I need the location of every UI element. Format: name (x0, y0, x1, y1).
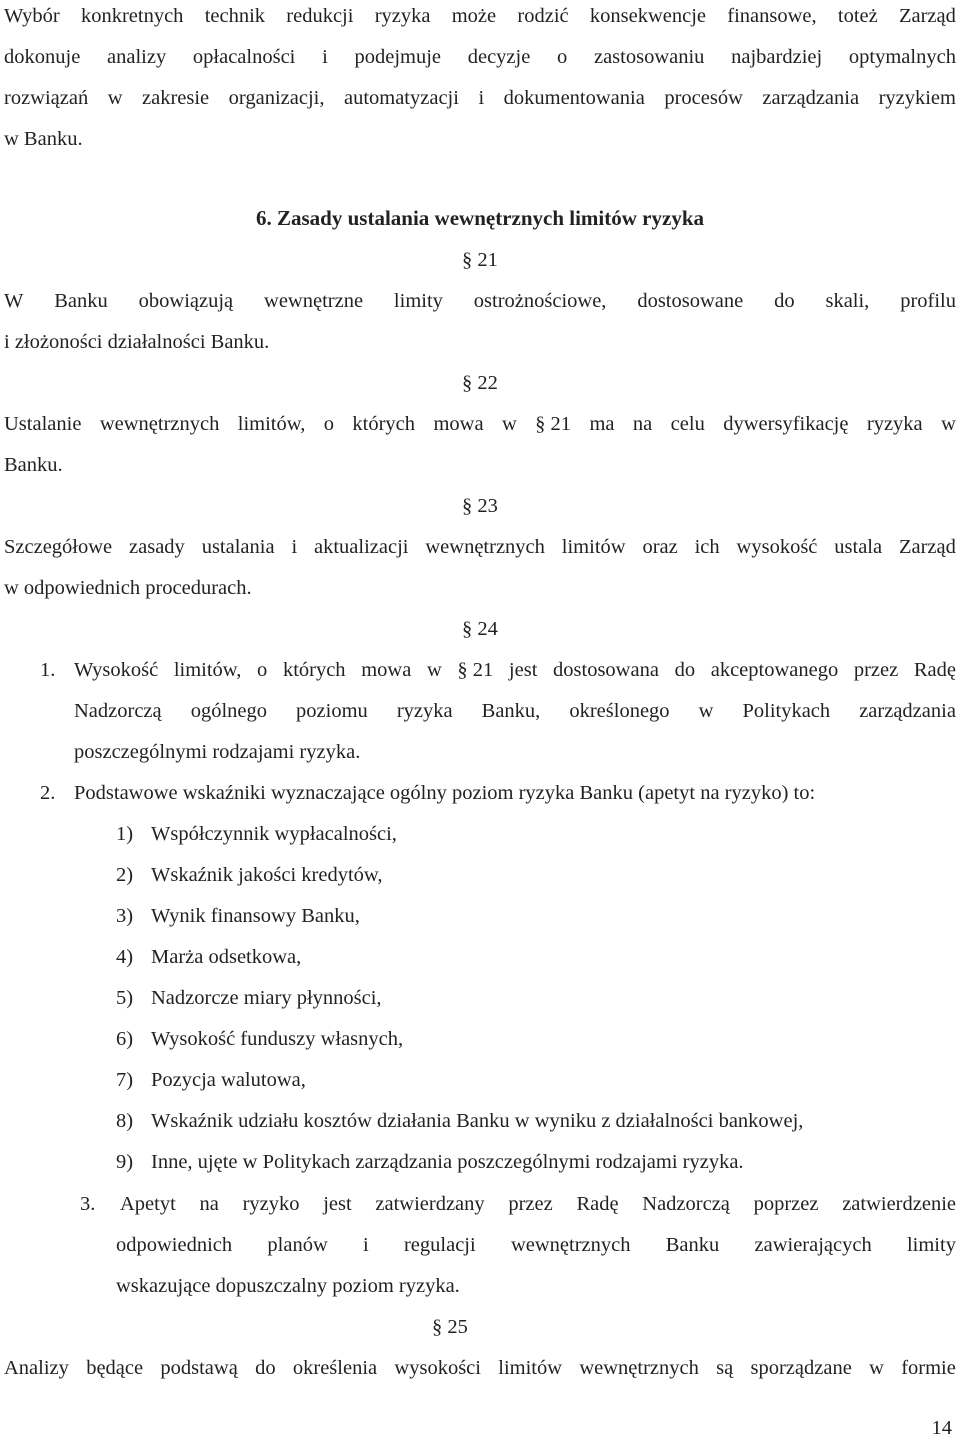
word: najbardziej (731, 46, 823, 68)
intro-line-3 (4, 86, 956, 110)
list-item-number: 7) (116, 1069, 134, 1091)
word: zarządzania (762, 87, 860, 109)
word: limity (906, 1234, 956, 1256)
word: Apetyt (120, 1193, 176, 1215)
word: obowiązują (138, 290, 234, 312)
word: podejmuje (354, 46, 442, 68)
word: określenia (292, 1357, 378, 1379)
word: wewnętrznych (510, 1234, 631, 1256)
word: Banku, (481, 700, 541, 722)
word: limitów, (173, 659, 242, 681)
word: ustalania (201, 536, 275, 558)
word: których (282, 659, 346, 681)
word: o (257, 659, 268, 681)
word: analizy (107, 46, 167, 68)
word: konsekwencje (589, 5, 706, 27)
word: w (501, 413, 517, 435)
word: przez (508, 1193, 553, 1215)
s22-line-1 (4, 412, 956, 436)
word: w (107, 87, 123, 109)
word: o (557, 46, 568, 68)
word: Ustalanie (4, 413, 82, 435)
s24-p1-number: 1. (40, 659, 56, 681)
list-item-text: Inne, ujęte w Politykach zarządzania poszczególnymi rodzajami ryzyka. (151, 1151, 744, 1173)
word: zarządzania (859, 700, 956, 722)
section-24-label: § 24 (462, 618, 498, 640)
word: zasady (129, 536, 185, 558)
word: planów (267, 1234, 328, 1256)
word: W (4, 290, 24, 312)
word: zatwierdzany (375, 1193, 485, 1215)
word: i (322, 46, 328, 68)
word: jest (323, 1193, 352, 1215)
section-25-label: § 25 (432, 1316, 468, 1338)
word: dostosowane (637, 290, 744, 312)
word: poziomu (296, 700, 368, 722)
word: jest (508, 659, 538, 681)
word: Radę (576, 1193, 619, 1215)
word: wysokości (394, 1357, 481, 1379)
word: limitów (561, 536, 626, 558)
word: Analizy (4, 1357, 69, 1379)
intro-line-4: w Banku. (4, 128, 83, 150)
word: określonego (569, 700, 670, 722)
word: zatwierdzenie (842, 1193, 956, 1215)
word: dostosowana (553, 659, 659, 681)
section-23-label: § 23 (462, 495, 498, 517)
word: optymalnych (848, 46, 956, 68)
word: dokonuje (4, 46, 81, 68)
list-item-number: 6) (116, 1028, 134, 1050)
intro-line-2 (4, 45, 956, 69)
word: regulacji (403, 1234, 476, 1256)
word: ryzyka (866, 413, 923, 435)
s23-line-2: w odpowiednich procedurach. (4, 577, 252, 599)
word: redukcji (286, 5, 354, 27)
word: Banku (54, 290, 108, 312)
word: Radę (913, 659, 956, 681)
word: ostrożnościowe, (473, 290, 607, 312)
word: odpowiednich (116, 1234, 233, 1256)
word: automatyzacji (343, 87, 459, 109)
word: Szczegółowe (4, 536, 113, 558)
word: Wybór (4, 5, 60, 27)
s24-p3-line-1 (120, 1192, 956, 1216)
word: zawierających (754, 1234, 872, 1256)
word: poprzez (753, 1193, 819, 1215)
s21-line-2: i złożoności działalności Banku. (4, 331, 270, 353)
word: limitów, (237, 413, 306, 435)
word: konkretnych (80, 5, 184, 27)
word: opłacalności (192, 46, 296, 68)
word: mowa (433, 413, 484, 435)
s24-p3-line-3: wskazujące dopuszczalny poziom ryzyka. (116, 1275, 460, 1297)
word: ryzyka (374, 5, 431, 27)
s25-line-1 (4, 1356, 956, 1380)
word: celu (670, 413, 705, 435)
word: Banku (665, 1234, 720, 1256)
word: Nadzorczą (74, 700, 162, 722)
word: Nadzorczą (642, 1193, 730, 1215)
list-item-number: 9) (116, 1151, 134, 1173)
word: na (199, 1193, 219, 1215)
word: limitów (498, 1357, 563, 1379)
word: oraz (642, 536, 678, 558)
word: ryzykiem (878, 87, 956, 109)
word: o (323, 413, 334, 435)
list-item-text: Pozycja walutowa, (151, 1069, 306, 1091)
word: w (698, 700, 714, 722)
word: wewnętrznych (99, 413, 220, 435)
word: skali, (825, 290, 870, 312)
list-item-text: Wskaźnik jakości kredytów, (151, 864, 383, 886)
word: profilu (900, 290, 956, 312)
page-number: 14 (931, 1417, 952, 1439)
word: zakresie (142, 87, 210, 109)
word: których (352, 413, 416, 435)
word: w (941, 413, 956, 435)
word: limity (393, 290, 443, 312)
word: i (291, 536, 298, 558)
word: wewnętrzne (264, 290, 364, 312)
word: wewnętrznych (579, 1357, 699, 1379)
word: w (869, 1357, 884, 1379)
list-item-number: 2) (116, 864, 134, 886)
word: Zarząd (898, 536, 956, 558)
word: akceptowanego (710, 659, 839, 681)
word: i (363, 1234, 369, 1256)
s24-p1-line-2 (74, 699, 956, 723)
word: rozwiązań (4, 87, 89, 109)
s23-line-1 (4, 535, 956, 559)
word: zastosowaniu (593, 46, 705, 68)
word: do (255, 1357, 276, 1379)
word: ryzyka (396, 700, 453, 722)
list-item-number: 5) (116, 987, 134, 1009)
word: do (674, 659, 696, 681)
intro-line-1 (4, 4, 956, 28)
word: ryzyko (242, 1193, 300, 1215)
word: sporządzane (750, 1357, 852, 1379)
list-item-text: Współczynnik wypłacalności, (151, 823, 397, 845)
word: aktualizacji (314, 536, 409, 558)
word: są (716, 1357, 734, 1379)
s24-p2-line-1: Podstawowe wskaźniki wyznaczające ogólny poziom ryzyka Banku (apetyt na ryzyko) to: (74, 782, 816, 804)
word: ogólnego (190, 700, 267, 722)
word: ma (589, 413, 615, 435)
list-item-text: Marża odsetkowa, (151, 946, 302, 968)
s24-p3-number: 3. (80, 1193, 96, 1215)
word: rodzić (517, 5, 569, 27)
word: może (451, 5, 497, 27)
word: do (774, 290, 795, 312)
s21-line-1 (4, 289, 956, 313)
s24-p3-line-2 (116, 1233, 956, 1257)
word: na (632, 413, 653, 435)
word: technik (204, 5, 266, 27)
list-item-text: Wskaźnik udziału kosztów działania Banku w wyniku z działalności bankowej, (151, 1110, 804, 1132)
section-22-label: § 22 (462, 372, 498, 394)
word: Politykach (742, 700, 831, 722)
list-item-number: 4) (116, 946, 134, 968)
word: ich (694, 536, 720, 558)
word: przez (853, 659, 899, 681)
word: procesów (664, 87, 743, 109)
word: ustala (834, 536, 883, 558)
s24-p1-line-1 (74, 658, 956, 682)
list-item-text: Nadzorcze miary płynności, (151, 987, 382, 1009)
word: § 21 (535, 413, 572, 435)
word: finansowe, (727, 5, 817, 27)
word: wysokość (736, 536, 818, 558)
list-item-number: 1) (116, 823, 134, 845)
word: i (478, 87, 485, 109)
section-21-label: § 21 (462, 249, 498, 271)
word: organizacji, (228, 87, 325, 109)
word: wewnętrznych (425, 536, 545, 558)
word: będące (86, 1357, 144, 1379)
section-heading: 6. Zasady ustalania wewnętrznych limitów ryzyka (256, 206, 704, 230)
word: decyzje (467, 46, 531, 68)
word: § 21 (457, 659, 494, 681)
word: podstawą (160, 1357, 238, 1379)
word: dokumentowania (503, 87, 645, 109)
list-item-text: Wynik finansowy Banku, (151, 905, 360, 927)
word: formie (901, 1357, 956, 1379)
word: dywersyfikację (723, 413, 849, 435)
word: Wysokość (74, 659, 159, 681)
list-item-text: Wysokość funduszy własnych, (151, 1028, 404, 1050)
s24-p1-line-3: poszczególnymi rodzajami ryzyka. (74, 741, 361, 763)
s24-p2-number: 2. (40, 782, 56, 804)
s22-line-2: Banku. (4, 454, 63, 476)
word: Zarząd (898, 5, 956, 27)
word: w (426, 659, 442, 681)
list-item-number: 3) (116, 905, 134, 927)
word: toteż (837, 5, 878, 27)
list-item-number: 8) (116, 1110, 134, 1132)
word: mowa (361, 659, 412, 681)
